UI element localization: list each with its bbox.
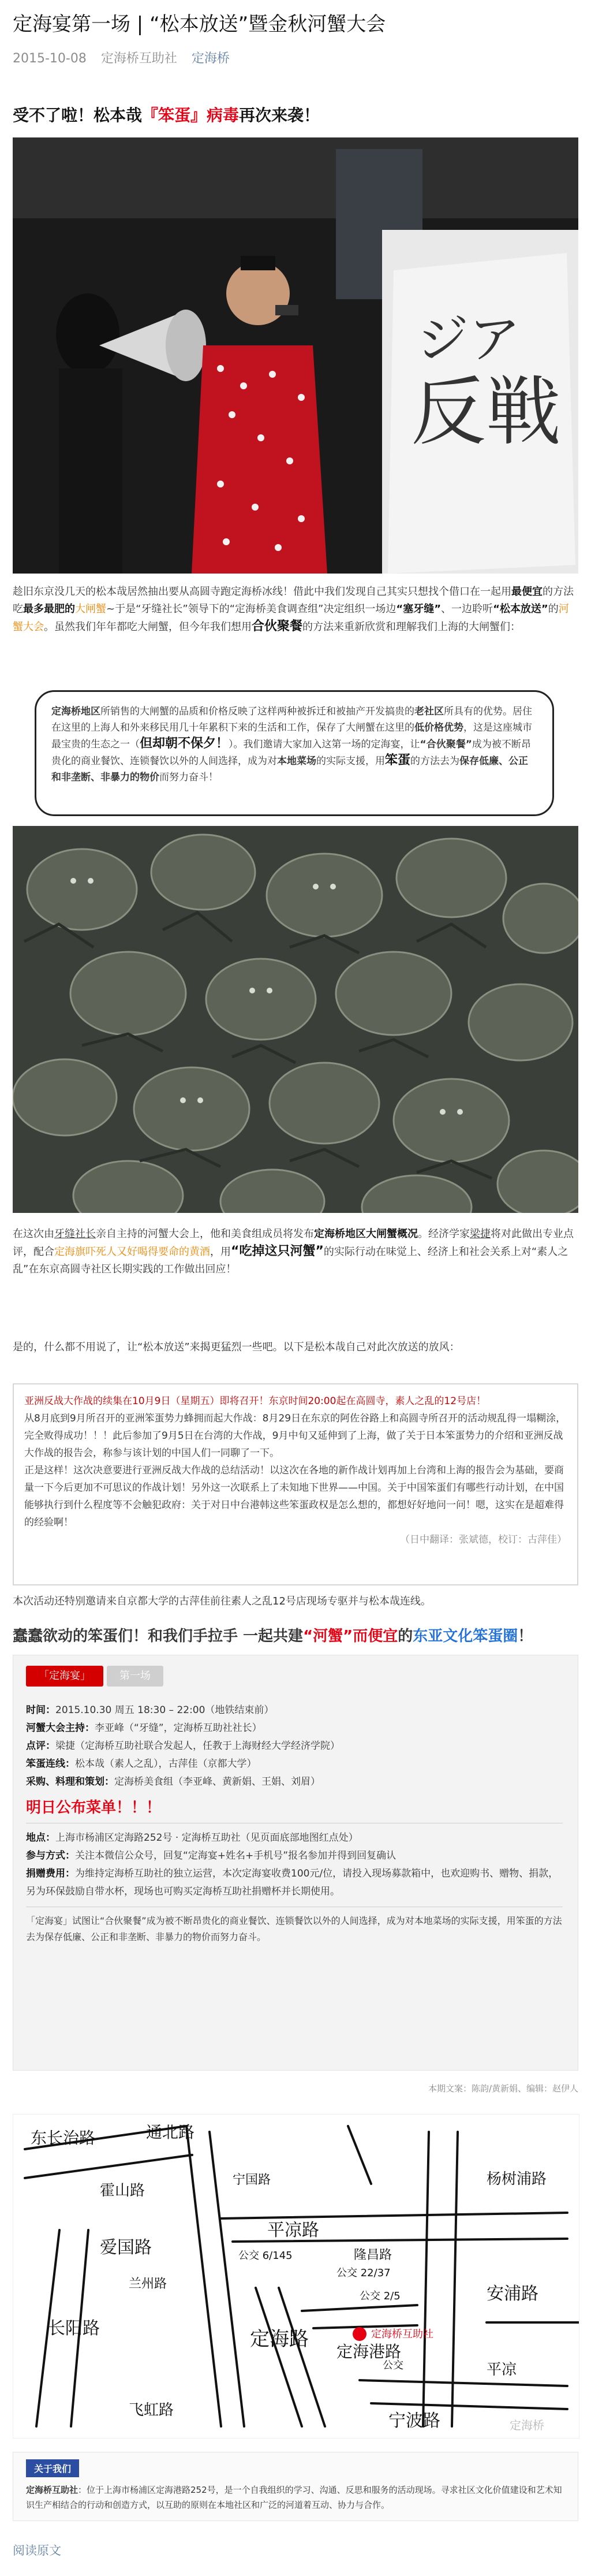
intro-paragraph: 趁旧东京没几天的松本哉居然抽出要从高圆寺跑定海桥冰线！借此中我们发现自己其实只想找个借口在一起用最便宜的方法吃最多最肥的大闸蟹~于是“牙缝社长”领导下的“定海桥美食调查组”决定组织一场边“塞牙缝”、一边聆听“松本放送”的河蟹大会。虽然我们年年都吃大闸蟹，但今年我们想用合伙聚餐的方法来重新欣赏和理解我们上海的大闸蟹们： xyxy=(13,586,574,634)
event-cooking: 采购、料理和策划：定海桥美食组（李亚峰、黄新娟、王娟、刘眉） xyxy=(26,1776,320,1788)
credits-line: 本期文案：陈韵/黄新娟、编辑：赵伊人 xyxy=(428,2083,578,2094)
event-host: 河蟹大会主持：李亚峰（“牙缝”，定海桥互助社社长） xyxy=(26,1722,262,1734)
intro-quote-paragraph: 是的，什么都不用说了，让“松本放送”来揭更猛烈一些吧。以下是松本哉自己对此次放送的放风： xyxy=(13,1341,460,1353)
call-to-action: 蠢蠢欲动的笨蛋们！和我们手拉手 一起共建“河蟹”而便宜的东亚文化笨蛋圈！ xyxy=(13,1628,533,1645)
event-guest: 点评：梁捷（定海桥互助社联合发起人，任教于上海财经大学经济学院） xyxy=(26,1740,340,1752)
about-body: 定海桥互助社：位于上海市杨浦区定海港路252号，是一个自我组织的学习、沟通、反思和服务的活动现场。寻求社区文化价值建设和艺术知识生产相结合的行动和创造方式，以互助的原则在本地社区和广泛的河道着互动、协力与合作。 xyxy=(26,2485,562,2510)
map-watermark: 定海桥 xyxy=(510,2418,544,2432)
menu-announcement: 明日公布菜单！！！ xyxy=(26,1799,162,1816)
event-tabs xyxy=(26,1666,167,1688)
map-label-14: 隆昌路 xyxy=(354,2248,392,2262)
tab-first-session[interactable]: 第一场 xyxy=(107,1666,163,1687)
map-label-12: 飞虹路 xyxy=(129,2402,174,2419)
event-details xyxy=(26,1702,563,1945)
lead-prefix: 受不了啦！松本哉 xyxy=(13,106,143,125)
event-place: 地点：上海市杨浦区定海路252号 · 定海桥互助社（见页面底部地图红点处） xyxy=(26,1832,358,1844)
destination-label: 定海桥互助社 xyxy=(371,2328,433,2340)
notice-line-2: 从8月底到9月所召开的亚洲笨蛋势力蜂拥而起大作战：8月29日在东京的阿佐谷路上和高圆寺所召开的活动规乱得一塌糊涂，完全败得成功！！！此后参加了9月5日在台湾的大作战，9月中旬又延伸到了上海，做了关于日本笨蛋势力的介绍和亚洲反战大作战的报告会，称参与该计划的中国人们一同聊了一下。 xyxy=(24,1413,566,1459)
map-label-1: 通北路 xyxy=(146,2123,195,2142)
map-label-6: 定海路 xyxy=(250,2328,309,2351)
article-meta xyxy=(13,49,578,66)
notice-line-3: 正是这样！这次决意要进行亚洲反战大作战的总结活动！以这次在各地的新作战计划再加上台湾和上海的报告会为基础，要商量一下今后更加不可思议的作战计划！另外这一次联系上了未知地下世界——中国。关于中国笨蛋们有哪些行动计划，在中国能够执行到什么程度等不会触犯政府：关于对日中台港韩这些笨蛋政权是怎么想的，都想好好地问一问！嗯，这实在是超难得的经验啊！ xyxy=(24,1465,564,1528)
hand-drawn-map[interactable] xyxy=(13,2114,579,2439)
event-join: 参与方式：关注本微信公众号，回复“定海宴+姓名+手机号”报名参加并得到回复确认 xyxy=(26,1850,397,1862)
about-us-box xyxy=(13,2452,578,2521)
publish-date: 2015-10-08 xyxy=(13,51,87,66)
lead-suffix: 再次来袭！ xyxy=(239,106,320,125)
event-info-card xyxy=(13,1655,578,2071)
map-label-3: 爱国路 xyxy=(100,2238,152,2258)
svg-text:ジア: ジア xyxy=(417,309,521,370)
host-paragraph: 在这次由牙缝社长亲自主持的河蟹大会上，他和美食组成员将发布定海桥地区大闸蟹概况。经济学家梁捷将对此做出专业点评，配合定海旗吓死人又好喝得要命的黄酒，用“吃掉这只河蟹”的实际行动在味觉上、经济上和社会关系上对“素人之乱”在东京高圆寺社区长期实践的工作做出回应！ xyxy=(13,1228,574,1275)
map-label-10: 宁波路 xyxy=(388,2411,440,2431)
photo-crabs xyxy=(13,826,578,1213)
speech-bubble: 定海桥地区所销售的大闸蟹的品质和价格反映了这样两种被拆迁和被抽产开发搞贵的老社区所具有的优势。居住在这里的上海人和外来移民用几十年累积下来的生活和工作，保存了大闸蟹在这里的低价格优势，这是这座城市最宝贵的生态之一（但却朝不保夕！）。我们邀请大家加入这第一场的定海宴，让“合伙聚餐”成为被不断昂贵化的商业餐饮、连锁餐饮以外的人间选择，成为对本地菜场的实际支援，用笨蛋的方法去为保存低廉、公正和非垄断、非暴力的物价而努力奋斗！ xyxy=(35,690,554,816)
crabs-illustration xyxy=(13,826,578,1213)
bus-label-1: 公交 6/145 xyxy=(238,2250,293,2262)
map-label-15: 兰州路 xyxy=(129,2277,167,2291)
map-label-4: 平凉路 xyxy=(267,2220,319,2240)
notice-line-1: 亚洲反战大作战的续集在10月9日（星期五）即将召开！东京时间20:00起在高圆寺，素人之乱的12号店！ xyxy=(24,1395,487,1407)
bus-label-3: 公交 xyxy=(383,2359,403,2372)
lead-line xyxy=(13,103,578,126)
bus-label-0: 公交 22/37 xyxy=(336,2267,391,2279)
matsumoto-notice xyxy=(13,1383,578,1585)
notice-line-4: （日中翻译：张斌德，校订：古萍佳） xyxy=(400,1534,567,1546)
map-label-11: 平凉 xyxy=(487,2361,517,2378)
event-donate: 捐赠费用：为维持定海桥互助社的独立运营，本次定海宴收费100元/位，请投入现场募款箱中，也欢迎购书、赠物、捐款，另为环保鼓励自带水杯，现场也可购买定海桥互助社捐赠杯并长期使用。 xyxy=(26,1868,559,1897)
tab-dinghai-banquet[interactable]: 「定海宴」 xyxy=(26,1666,103,1687)
map-label-9: 安浦路 xyxy=(487,2284,538,2304)
bus-label-2: 公交 2/5 xyxy=(360,2290,401,2302)
photo-performers xyxy=(13,137,578,574)
map-drawing xyxy=(13,2115,579,2438)
lead-highlight: 『笨蛋』病毒 xyxy=(142,106,240,125)
source-name: 定海桥互助社 xyxy=(100,51,177,66)
map-label-8: 杨树浦路 xyxy=(487,2171,547,2188)
performers-illustration xyxy=(13,137,578,574)
map-label-13: 宁国路 xyxy=(233,2173,271,2187)
account-link[interactable]: 定海桥 xyxy=(191,51,230,66)
read-original-link[interactable]: 阅读原文 xyxy=(13,2544,61,2558)
map-label-7: 定海港路 xyxy=(336,2342,402,2361)
event-time: 时间：2015.10.30 周五 18:30 – 22:00（地铁结束前） xyxy=(26,1704,274,1716)
map-label-0: 东长治路 xyxy=(31,2128,96,2147)
event-footnote: 「定海宴」试图让“合伙聚餐”成为被不断昂贵化的商业餐饮、连锁餐饮以外的人间选择，成为对本地菜场的实际支援，用笨蛋的方法去为保存低廉、公正和非垄断、非暴力的物价而努力奋斗。 xyxy=(26,1915,562,1942)
destination-marker-icon xyxy=(353,2327,366,2341)
article-title: 定海宴第一场 | “松本放送”暨金秋河蟹大会 xyxy=(13,13,386,36)
map-label-5: 长阳路 xyxy=(48,2318,100,2339)
guest-paragraph: 本次活动还特别邀请来自京都大学的古萍佳前往素人之乱12号店现场专驱并与松本哉连线。 xyxy=(13,1595,431,1607)
svg-text:反戦: 反戦 xyxy=(411,368,562,456)
map-label-2: 霍山路 xyxy=(100,2182,145,2199)
event-liaison: 笨蛋连线：松本哉（素人之乱），古萍佳（京都大学） xyxy=(26,1758,257,1770)
about-header: 关于我们 xyxy=(26,2459,79,2477)
